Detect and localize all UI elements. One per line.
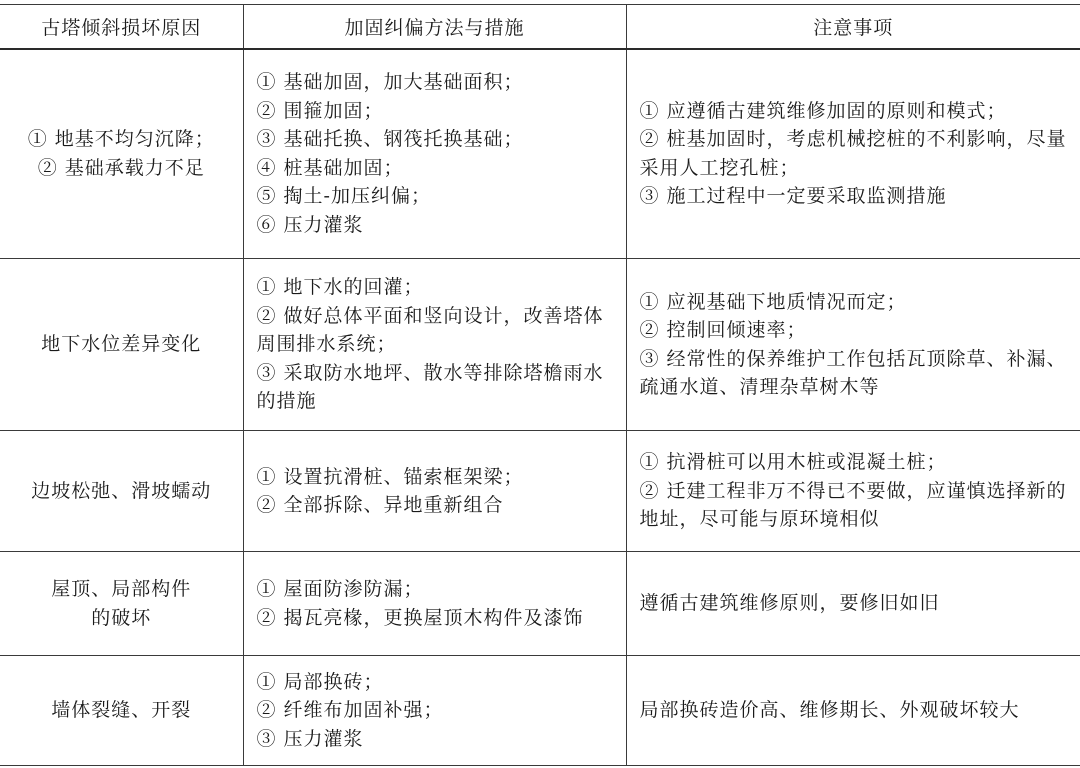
header-cause: 古塔倾斜损坏原因	[0, 5, 243, 49]
method-item: ③ 基础托换、钢筏托换基础；	[256, 128, 524, 151]
method-item: ③ 压力灌浆	[256, 727, 364, 750]
method-item: ① 局部换砖；	[256, 670, 384, 693]
notes-cell	[626, 552, 1080, 656]
pagoda-repair-table	[0, 4, 1080, 766]
header-notes: 注意事项	[626, 5, 1080, 49]
method-item: ⑤ 掏土-加压纠偏；	[256, 185, 431, 208]
methods-cell	[243, 552, 626, 656]
cause-cell	[0, 552, 243, 656]
note-item: 遵循古建筑维修原则，要修旧如旧	[639, 592, 940, 615]
cause-cell	[0, 656, 243, 766]
cause-line: ① 地基不均匀沉降；	[27, 128, 215, 151]
notes-cell	[626, 49, 1080, 259]
method-item: ② 揭瓦亮椽，更换屋顶木构件及漆饰	[256, 606, 584, 629]
table-row	[0, 656, 1080, 766]
cause-line: 边坡松弛、滑坡蠕动	[31, 479, 212, 502]
method-item: ④ 桩基础加固；	[256, 156, 404, 179]
header-methods: 加固纠偏方法与措施	[243, 5, 626, 49]
cause-line: 的破坏	[91, 606, 152, 629]
notes-cell	[626, 656, 1080, 766]
note-item: ③ 经常性的保养维护工作包括瓦顶除草、补漏、疏通水道、清理杂草树木等	[639, 347, 1067, 398]
methods-cell	[243, 259, 626, 431]
method-item: ② 围箍加固；	[256, 99, 384, 122]
note-item: ② 迁建工程非万不得已不要做，应谨慎选择新的地址，尽可能与原环境相似	[639, 479, 1067, 531]
cause-cell	[0, 49, 243, 259]
header-row	[0, 5, 1080, 49]
method-item: ② 全部拆除、异地重新组合	[256, 494, 504, 516]
table-row	[0, 259, 1080, 431]
method-item: ① 屋面防渗防漏；	[256, 578, 424, 600]
note-item: 局部换砖造价高、维修期长、外观破坏较大	[639, 699, 1020, 722]
table-row	[0, 552, 1080, 656]
method-item: ② 做好总体平面和竖向设计，改善塔体周围排水系统；	[256, 304, 604, 356]
method-item: ① 地下水的回灌；	[256, 276, 424, 299]
method-item: ③ 采取防水地坪、散水等排除塔檐雨水的措施	[256, 361, 604, 413]
table-row	[0, 431, 1080, 552]
notes-cell	[626, 431, 1080, 552]
cause-cell	[0, 259, 243, 431]
method-item: ② 纤维布加固补强；	[256, 699, 444, 722]
note-item: ① 应遵循古建筑维修加固的原则和模式；	[639, 99, 1007, 122]
cause-line: 地下水位差异变化	[41, 333, 202, 356]
method-item: ① 设置抗滑桩、锚索框架梁；	[256, 465, 524, 488]
table-row	[0, 49, 1080, 259]
note-item: ② 桩基加固时，考虑机械挖桩的不利影响，尽量采用人工挖孔桩；	[639, 128, 1067, 179]
cause-line: ② 基础承载力不足	[37, 156, 205, 179]
method-item: ① 基础加固，加大基础面积；	[256, 71, 524, 94]
cause-line: 墙体裂缝、开裂	[51, 699, 192, 722]
note-item: ③ 施工过程中一定要采取监测措施	[639, 185, 947, 208]
methods-cell	[243, 431, 626, 552]
note-item: ① 抗滑桩可以用木桩或混凝土桩；	[639, 451, 947, 474]
note-item: ① 应视基础下地质情况而定；	[639, 290, 907, 313]
cause-line: 屋顶、局部构件	[51, 578, 192, 600]
method-item: ⑥ 压力灌浆	[256, 213, 364, 236]
methods-cell	[243, 656, 626, 766]
notes-cell	[626, 259, 1080, 431]
note-item: ② 控制回倾速率；	[639, 319, 807, 341]
methods-cell	[243, 49, 626, 259]
cause-cell	[0, 431, 243, 552]
